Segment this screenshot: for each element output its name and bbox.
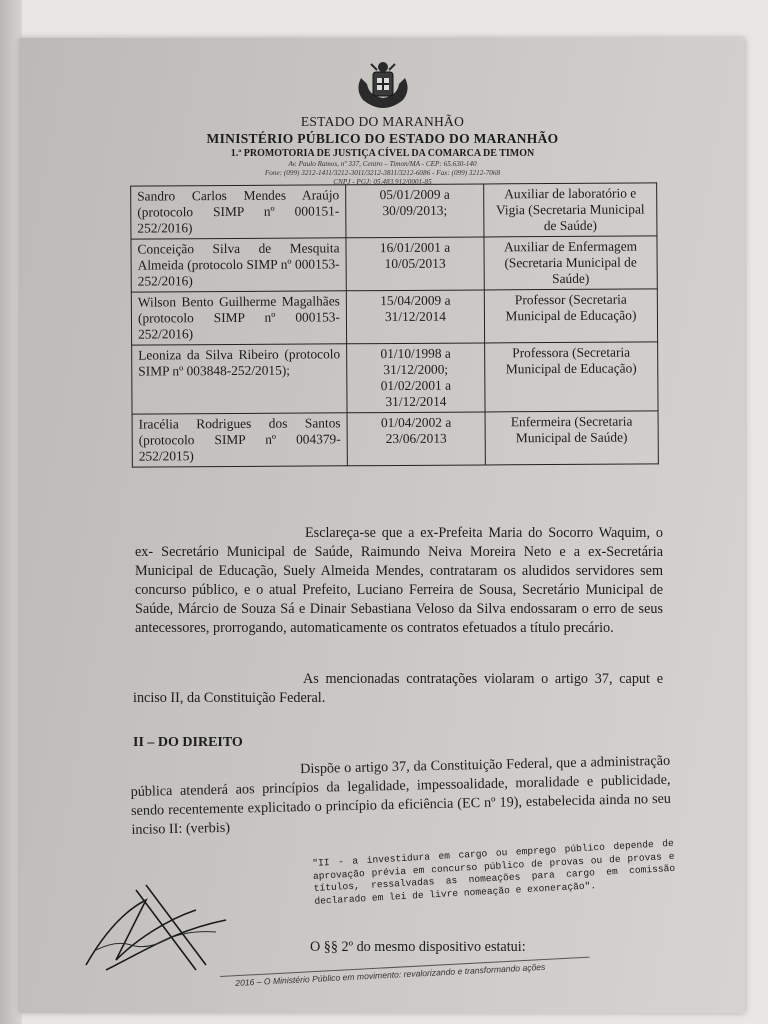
paragraph-constitution: Dispõe o artigo 37, da Constituição Federal, que a administração pública atenderá aos princípios da legalidade, impessoalidade, moralidade e publicidade, sendo recentemente explicitado o princípio da eficiência (EC nº 19), estabelecida ainda no seu inciso II: (verbis) (130, 752, 672, 838)
letterhead (20, 58, 745, 186)
record-name: Conceição Silva de Mesquita Almeida (protocolo SIMP nº 000153-252/2016) (131, 238, 346, 292)
footer-slogan: 2016 – O Ministério Público em movimento: revalorizando e transformando ações (235, 961, 546, 988)
table-row (131, 289, 657, 345)
paragraph-clarification: Esclareça-se que a ex-Prefeita Maria do Socorro Waquim, o ex- Secretário Municipal de Saúde, Raimundo Neiva Moreira Neto e a ex-Secretária Municipal de Educação, Suely Almeida Mendes, contrataram os aludidos servidores sem concurso público, e o atual Prefeito, Luciano Ferreira de Sousa, Secretário Municipal de Saúde, Márcio de Souza Sá e Dinair Sebastiana Veloso da Silva endossaram o erro de seus antecessores, prorrogando, automaticamente os contratos efetuados a título precário. (135, 525, 663, 636)
table-row (131, 183, 657, 239)
handwritten-signature-icon (76, 870, 246, 980)
record-period: 15/04/2009 a 31/12/2014 (346, 290, 484, 344)
record-role: Enfermeira (Secretaria Municipal de Saúde) (485, 411, 658, 465)
record-period: 05/01/2009 a 30/09/2013; (346, 184, 484, 238)
address-line: Av. Paulo Ramos, nº 337, Centro – Timon/MA - CEP: 65.630-140 (288, 160, 477, 168)
coat-of-arms-icon (353, 58, 413, 110)
section-heading: II – DO DIREITO (133, 735, 243, 750)
record-role: Auxiliar de laboratório e Vigia (Secretaria Municipal de Saúde) (484, 183, 657, 237)
legal-quote: "II - a investidura em cargo ou emprego público depende de aprovação prévia em concurso público de provas ou de provas e títulos, ressalvadas as nomeações para cargo em comissão declarado em lei de livre nomeação e exoneração". (312, 837, 676, 907)
record-name: Sandro Carlos Mendes Araújo (protocolo SIMP nº 000151-252/2016) (131, 185, 346, 239)
record-name: Wilson Bento Guilherme Magalhães (protocolo SIMP nº 000153-252/2016) (131, 291, 346, 345)
office-name: 1.ª PROMOTORIA DE JUSTIÇA CÍVEL DA COMARCA DE TIMON (230, 148, 535, 159)
employee-records-table (130, 182, 659, 467)
table-row (131, 236, 657, 292)
ministry-name: MINISTÉRIO PÚBLICO DO ESTADO DO MARANHÃO (206, 131, 559, 146)
record-role: Professora (Secretaria Municipal de Educação) (485, 342, 658, 412)
phone-line: Fone: (099) 3212-1411/3212-3011/3212-3811/3212-6086 - Fax: (099) 3212-7068 (264, 169, 501, 177)
record-period: 01/04/2002 a 23/06/2013 (347, 412, 485, 466)
paragraph-violation: As mencionadas contratações violaram o artigo 37, caput e inciso II, da Constituição Federal. (133, 671, 663, 706)
record-period: 16/01/2001 a 10/05/2013 (346, 237, 484, 291)
background-surface (0, 0, 22, 1024)
record-role: Auxiliar de Enfermagem (Secretaria Municipal de Saúde) (484, 236, 657, 290)
table-row (132, 342, 658, 414)
cnpj-line: CNPJ - PGJ: 05.483.912/0001-85 (333, 178, 432, 186)
table-row (132, 411, 658, 467)
paragraph-statute: O §§ 2º do mesmo dispositivo estatui: (310, 939, 526, 955)
record-name: Iracélia Rodrigues dos Santos (protocolo SIMP nº 004379-252/2015) (132, 413, 347, 467)
document-page (20, 38, 745, 1013)
record-role: Professor (Secretaria Municipal de Educação) (484, 289, 657, 343)
record-name: Leoniza da Silva Ribeiro (protocolo SIMP nº 003848-252/2015); (132, 344, 347, 414)
record-period: 01/10/1998 a 31/12/2000; 01/02/2001 a 31/12/2014 (347, 343, 485, 413)
state-name: ESTADO DO MARANHÃO (300, 114, 465, 129)
